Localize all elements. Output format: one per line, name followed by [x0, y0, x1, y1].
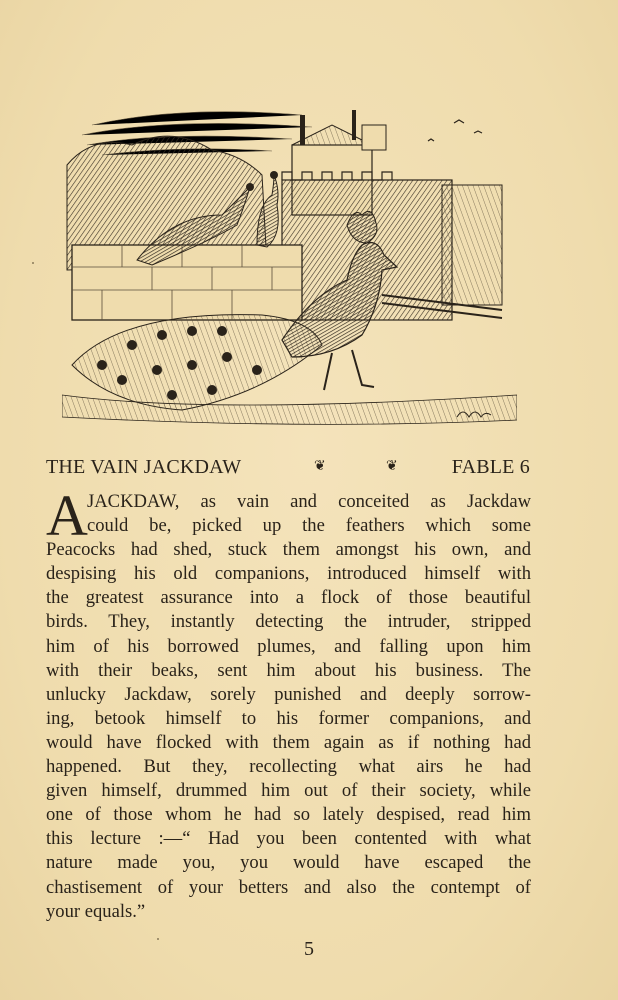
- text-line: unlucky Jackdaw, sorely punished and deeply sorrow-: [46, 683, 531, 705]
- text-line: nature made you, you would have escaped the: [46, 852, 531, 874]
- text-line: the greatest assurance into a flock of those beautiful: [46, 587, 531, 609]
- text-line: happened. But they, recollecting what airs he had: [46, 756, 531, 778]
- text-line: could be, picked up the feathers which some: [87, 515, 531, 537]
- text-line: birds. They, instantly detecting the intruder, stripped: [46, 611, 531, 633]
- ornament-icon: ❦: [314, 459, 326, 474]
- text-line: JACKDAW, as vain and conceited as Jackdaw: [87, 491, 531, 512]
- fable-heading: [46, 456, 530, 486]
- fable-text: [46, 483, 531, 924]
- fable-illustration: [62, 95, 517, 430]
- castle: [282, 110, 502, 320]
- text-line: him of his borrowed plumes, and falling upon him: [46, 635, 531, 657]
- ornament-icon: ❦: [386, 459, 398, 474]
- drop-cap: A: [46, 483, 88, 548]
- text-line: your equals.”: [46, 900, 146, 922]
- text-line: Peacocks had shed, stuck them amongst his own, and: [46, 539, 531, 561]
- fable-number: FABLE 6: [451, 456, 530, 478]
- text-line: chastisement of your betters and also the contempt of: [46, 876, 531, 898]
- paper-speck: [157, 938, 159, 940]
- peacock-tail-feathers: [72, 315, 322, 410]
- text-line: despising his old companions, introduced himself with: [46, 563, 531, 585]
- paper-speck: [32, 262, 34, 264]
- flying-birds: [428, 120, 482, 141]
- page-number: 5: [304, 938, 314, 960]
- text-line: this lecture :—“ Had you been contented with what: [46, 828, 531, 850]
- text-line: given himself, drummed him out of their society, while: [46, 780, 531, 802]
- fable-title: THE VAIN JACKDAW: [46, 456, 242, 478]
- stone-wall: [72, 245, 302, 320]
- text-line: ing, betook himself to his former companions, and: [46, 707, 531, 729]
- text-line: with their beaks, sent him about his business. The: [46, 659, 531, 681]
- text-line: one of those whom he had so lately despised, read him: [46, 804, 531, 826]
- text-line: would have flocked with them again as if nothing had: [46, 731, 531, 753]
